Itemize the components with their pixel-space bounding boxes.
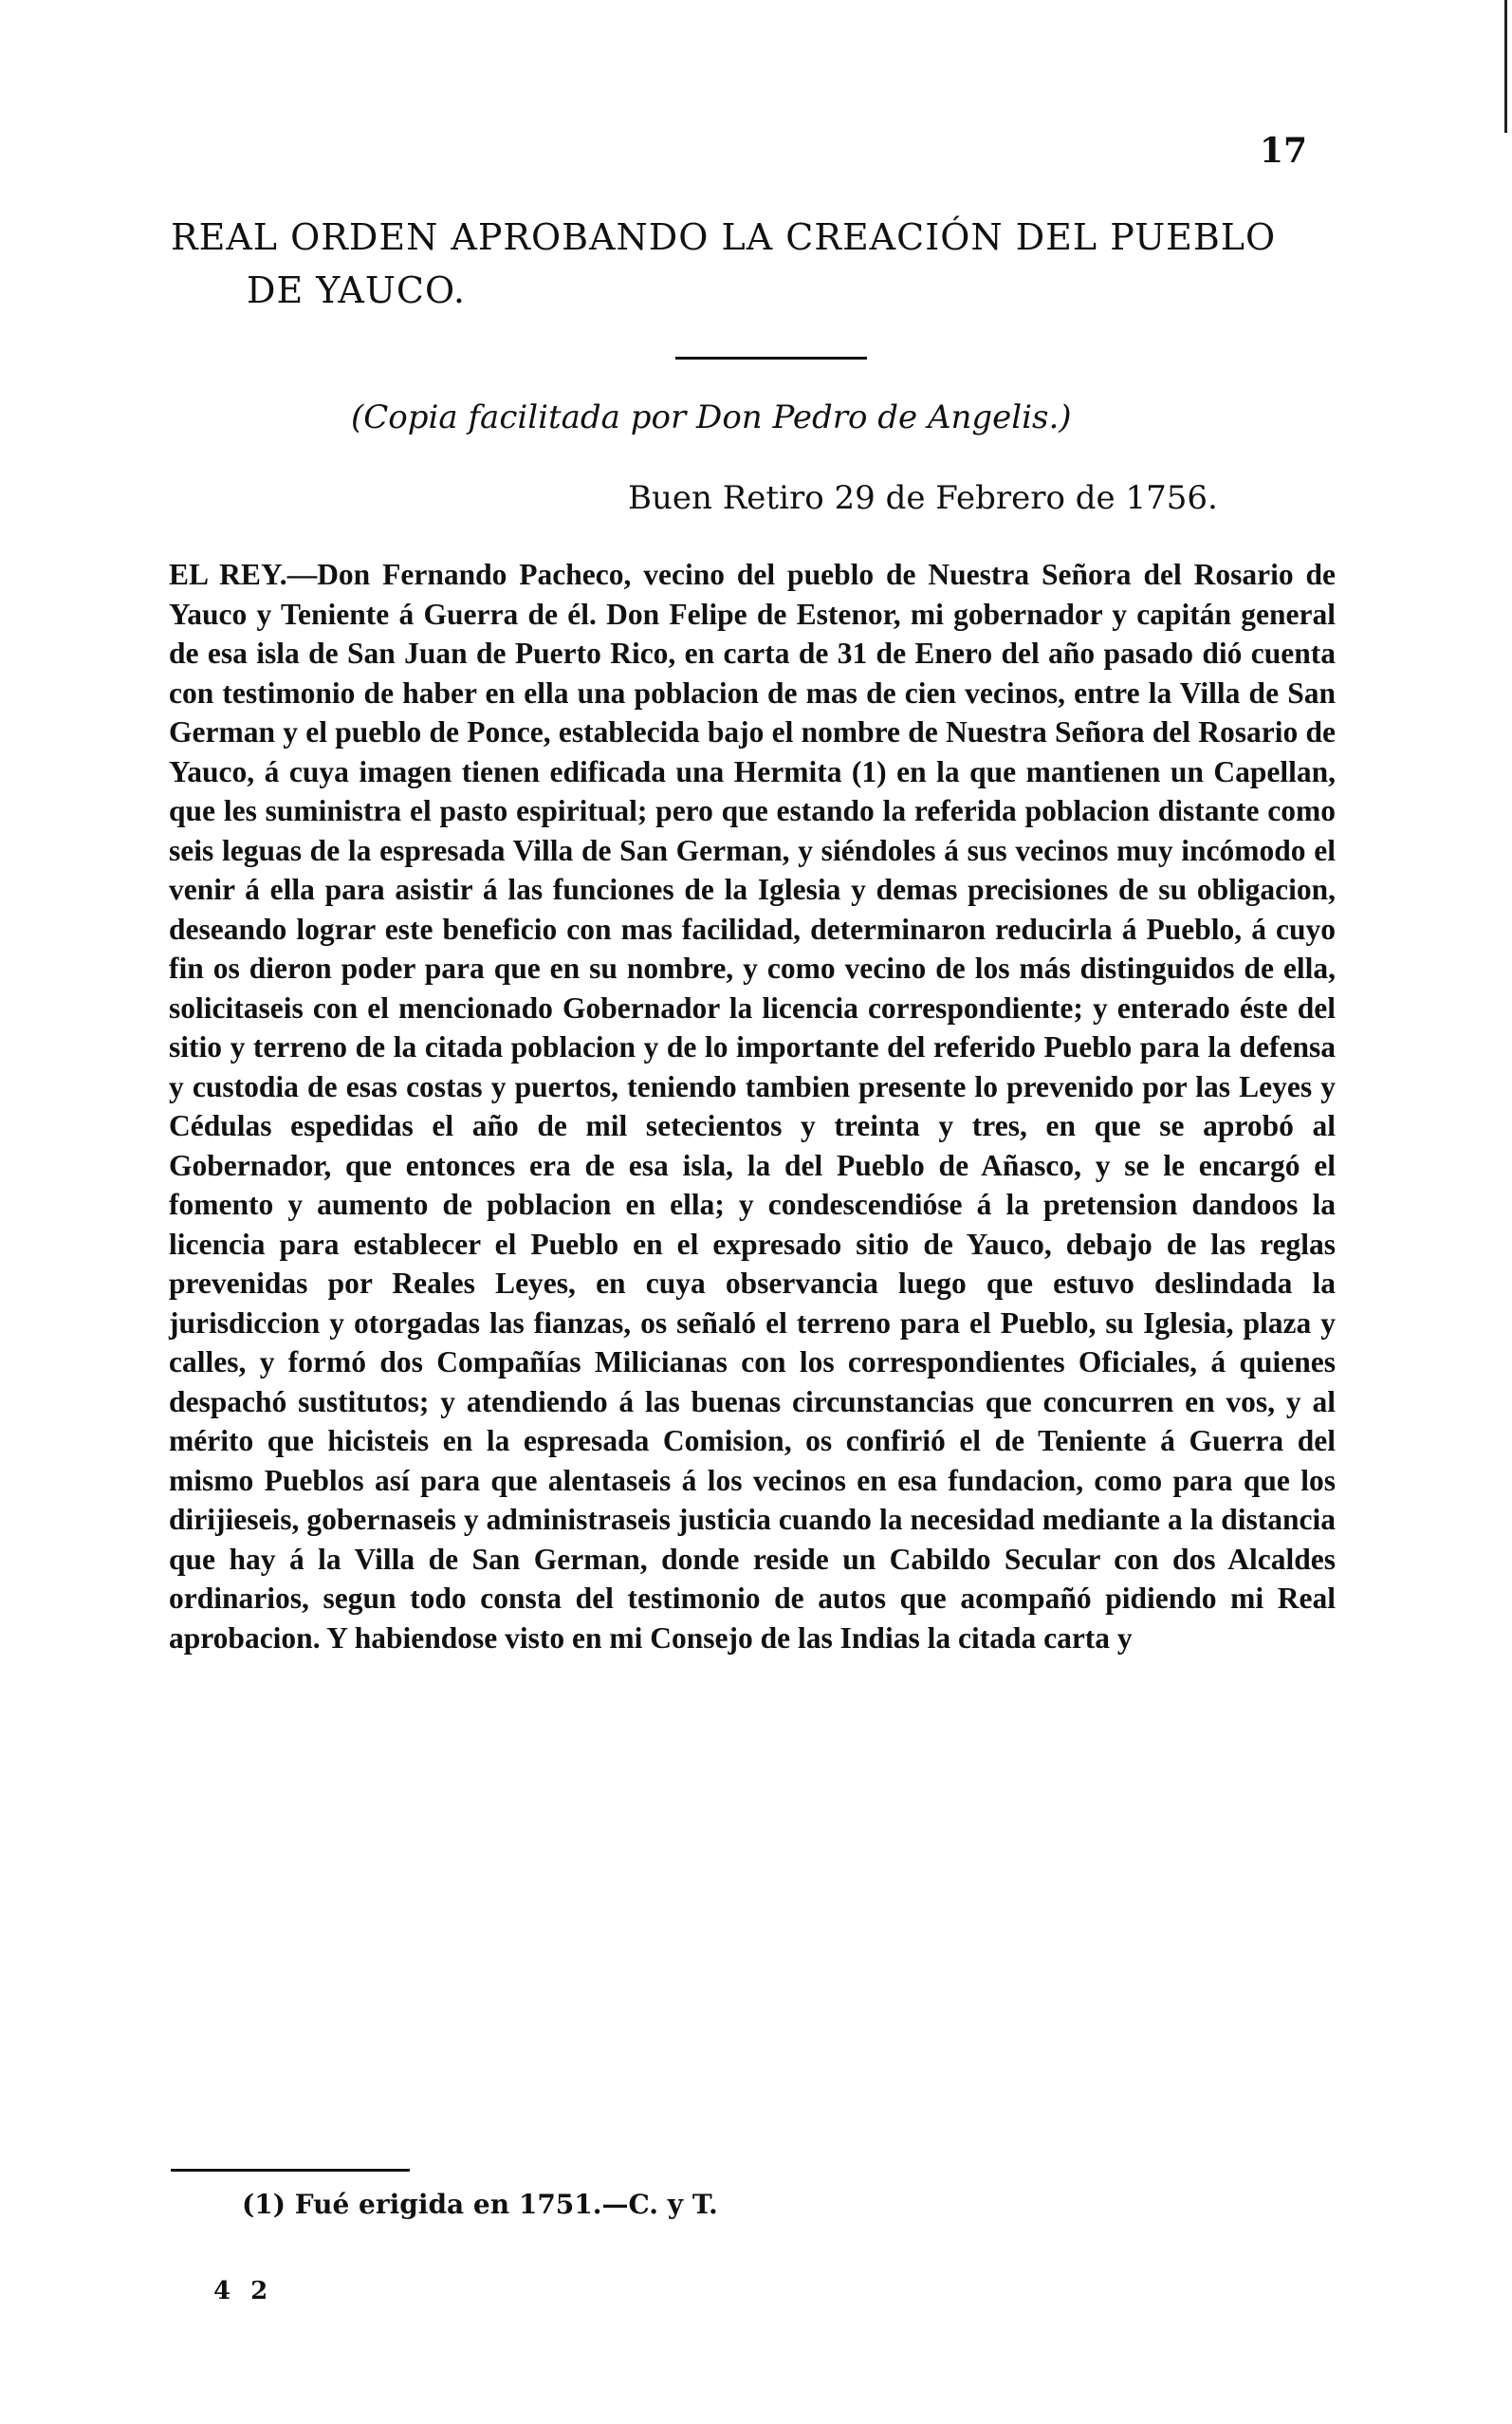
scan-edge-line bbox=[1504, 0, 1507, 133]
title-line-1: REAL ORDEN APROBANDO LA CREACIÓN DEL PUEBLO bbox=[171, 216, 1277, 258]
footnote: (1) Fué erigida en 1751.—C. y T. bbox=[242, 2189, 718, 2220]
body-text bbox=[169, 555, 1336, 1657]
title-line-2: DE YAUCO. bbox=[247, 269, 466, 311]
signature-mark: 4 2 bbox=[213, 2277, 274, 2305]
page-number: 17 bbox=[1260, 131, 1308, 171]
body-paragraph bbox=[169, 555, 1336, 1657]
title-divider bbox=[675, 357, 867, 360]
page-title bbox=[171, 211, 1356, 317]
salutation: EL REY. bbox=[169, 558, 287, 591]
body-paragraph-text: —Don Fernando Pacheco, vecino del pueblo de Nuestra Señora del Rosario de Yauco y Teniente á Guerra de él. Don Felipe de Estenor, mi gobernador y capitán general de esa isla de San Juan de Puerto Rico, en carta de 31 de Enero del año pasado dió cuenta con testimonio de haber en ella una poblacion de mas de cien vecinos, entre la Villa de San German y el pueblo de Ponce, establecida bajo el nombre de Nuestra Señora del Rosario de Yauco, á cuya imagen tienen edificada una Hermita (1) en la que mantienen un Capellan, que les suministra el pasto espiritual; pero que estando la referida poblacion distante como seis leguas de la espresada Villa de San German, y siéndoles á sus vecinos muy incómodo el venir á ella para asistir á las funciones de la Iglesia y demas precisiones de su obligacion, deseando lograr este beneficio con mas facilidad, determinaron reducirla á Pueblo, á cuyo fin os dieron poder para que en su nombre, y como vecino de los más distinguidos de ella, solicitaseis con el mencionado Gobernador la licencia correspondiente; y enterado éste del sitio y terreno de la citada poblacion y de lo importante del referido Pueblo para la defensa y custodia de esas costas y puertos, teniendo tambien presente lo prevenido por las Leyes y Cédulas espedidas el año de mil setecientos y treinta y tres, en que se aprobó al Gobernador, que entonces era de esa isla, la del Pueblo de Añasco, y se le encargó el fomento y aumento de poblacion en ella; y condescendióse á la pretension dandoos la licencia para establecer el Pueblo en el expresado sitio de Yauco, debajo de las reglas prevenidas por Reales Leyes, en cuya observancia luego que estuvo deslindada la jurisdiccion y otorgadas las fianzas, os señaló el terreno para el Pueblo, su Iglesia, plaza y calles, y formó dos Compañías Milicianas con los correspondientes Oficiales, á quienes despachó sustitutos; y atendiendo á las buenas circunstancias que concurren en vos, y al mérito que hicisteis en la espresada Comision, os confirió el de Teniente á Guerra del mismo Pueblos así para que alentaseis á los vecinos en esa fundacion, como para que los dirijieseis, gobernaseis y administraseis justicia cuando la necesidad mediante a la distancia que hay á la Villa de San German, donde reside un Cabildo Secular con dos Alcaldes ordinarios, segun todo consta del testimonio de autos que acompañó pidiendo mi Real aprobacion. Y habiendose visto en mi Consejo de las Indias la citada carta y bbox=[169, 558, 1336, 1655]
footnote-divider bbox=[171, 2169, 410, 2172]
source-note: (Copia facilitada por Don Pedro de Angelis.) bbox=[351, 398, 1072, 436]
dateline: Buen Retiro 29 de Febrero de 1756. bbox=[628, 479, 1218, 517]
